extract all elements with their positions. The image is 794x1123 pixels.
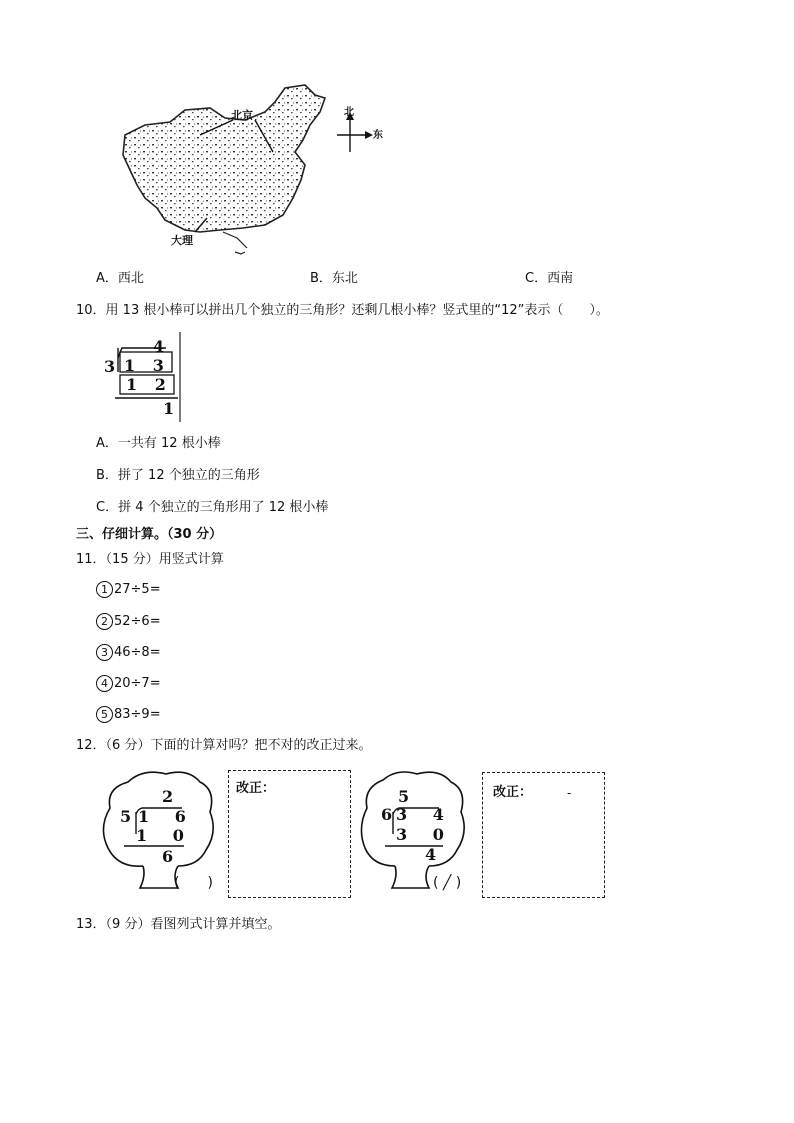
china-map-shape bbox=[123, 85, 325, 232]
q9-option-c[interactable]: C．西南 bbox=[525, 271, 574, 286]
compass-arrow-icon bbox=[337, 112, 373, 152]
q10-stem: 10．用 13 根小棒可以拼出几个独立的三角形？还剩几根小棒？竖式里的“12”表示（ ）。 bbox=[76, 303, 609, 318]
calc2-product: 3 0 bbox=[396, 825, 454, 844]
q11-expression: 20÷7= bbox=[114, 676, 161, 691]
q11-item-5[interactable] bbox=[96, 706, 161, 724]
section3-title: 三、仔细计算。（30 分） bbox=[76, 527, 223, 542]
correction-label: 改正： bbox=[493, 785, 533, 800]
calc1-dividend: 1 6 bbox=[138, 807, 196, 826]
calc1-product: 1 0 bbox=[136, 826, 194, 845]
calc2-quotient: 5 bbox=[398, 787, 410, 806]
q9-option-b[interactable]: B．东北 bbox=[310, 271, 358, 286]
map-label-beijing: 北京 bbox=[231, 109, 253, 122]
q10-option-c[interactable]: C．拼 4 个独立的三角形用了 12 根小棒 bbox=[96, 500, 329, 515]
q9-option-a[interactable]: A．西北 bbox=[96, 271, 144, 286]
q12-correction-box-2[interactable] bbox=[482, 772, 605, 898]
q11-item-1[interactable] bbox=[96, 581, 161, 599]
q10-long-division bbox=[100, 330, 190, 425]
q10-option-a[interactable]: A．一共有 12 根小棒 bbox=[96, 436, 221, 451]
q10-option-b[interactable]: B．拼了 12 个独立的三角形 bbox=[96, 468, 260, 483]
circled-number: 2 bbox=[96, 613, 113, 630]
q10-remainder: 1 bbox=[163, 399, 175, 418]
correction-label: 改正： bbox=[236, 781, 276, 796]
q12-tree-calc-2 bbox=[355, 768, 485, 900]
calc1-judge-brackets[interactable]: ( ) bbox=[174, 875, 213, 891]
china-map-figure bbox=[115, 80, 395, 260]
compass-north-label: 北 bbox=[344, 107, 354, 118]
q10-product: 1 2 bbox=[126, 375, 172, 394]
q11-item-3[interactable] bbox=[96, 644, 161, 662]
compass-east-label: 东 bbox=[373, 130, 383, 141]
circled-number: 1 bbox=[96, 581, 113, 598]
q12-stem: 12．（6 分）下面的计算对吗？把不对的改正过来。 bbox=[76, 738, 372, 753]
calc2-divisor: 6 bbox=[381, 805, 393, 824]
calc2-dividend: 3 4 bbox=[396, 805, 454, 824]
q11-expression: 27÷5= bbox=[114, 582, 161, 597]
q13-stem: 13．（9 分）看图列式计算并填空。 bbox=[76, 917, 281, 932]
q11-item-4[interactable] bbox=[96, 675, 161, 693]
circled-number: 4 bbox=[96, 675, 113, 692]
q11-expression: 83÷9= bbox=[114, 707, 161, 722]
calc2-remainder: 4 bbox=[425, 845, 437, 864]
calc1-quotient: 2 bbox=[162, 787, 174, 806]
calc1-remainder: 6 bbox=[162, 847, 174, 866]
circled-number: 3 bbox=[96, 644, 113, 661]
calc1-divisor: 5 bbox=[120, 807, 132, 826]
circled-number: 5 bbox=[96, 706, 113, 723]
q11-expression: 46÷8= bbox=[114, 645, 161, 660]
q11-item-2[interactable] bbox=[96, 613, 161, 631]
q12-correction-box-1[interactable] bbox=[228, 770, 351, 898]
q10-quotient: 4 bbox=[153, 337, 165, 356]
q10-dividend: 1 3 bbox=[124, 356, 170, 375]
q10-divisor: 3 bbox=[104, 357, 116, 376]
map-label-dali: 大理 bbox=[171, 234, 193, 247]
stray-dot: - bbox=[567, 786, 572, 800]
q11-expression: 52÷6= bbox=[114, 614, 161, 629]
q11-stem: 11．（15 分）用竖式计算 bbox=[76, 552, 224, 567]
q12-tree-calc-1 bbox=[98, 768, 238, 900]
calc2-judge-brackets[interactable]: ( ╱ ) bbox=[433, 875, 462, 891]
